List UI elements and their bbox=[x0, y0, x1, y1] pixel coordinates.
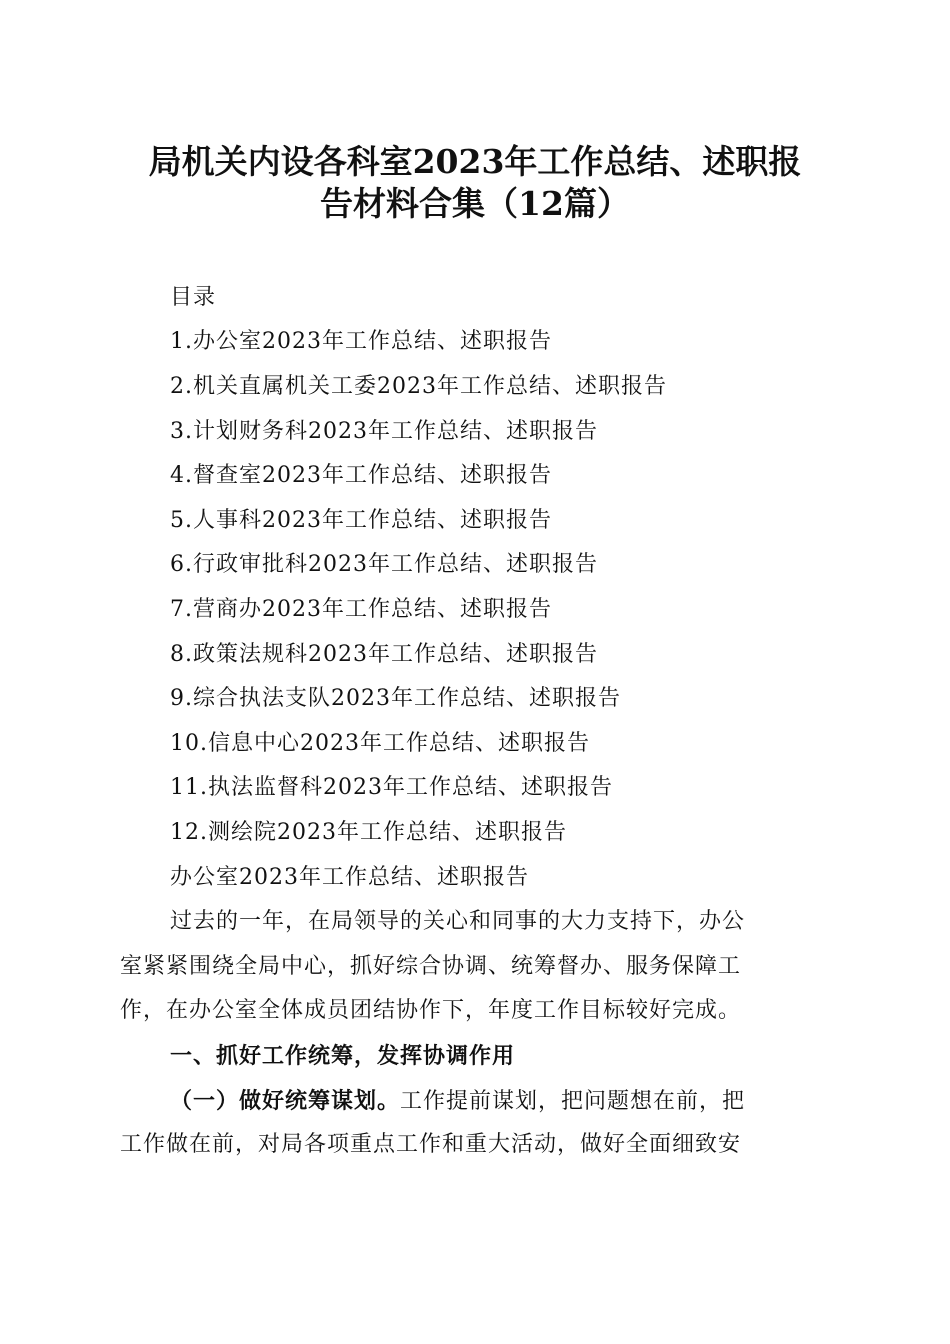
toc-item: 3.计划财务科2023年工作总结、述职报告 bbox=[170, 419, 598, 444]
toc-item: 11.执法监督科2023年工作总结、述职报告 bbox=[170, 775, 613, 800]
section-heading: 一、抓好工作统筹，发挥协调作用 bbox=[170, 1043, 516, 1069]
subsection-line bbox=[170, 1086, 745, 1117]
intro-line: 过去的一年，在局领导的关心和同事的大力支持下，办公 bbox=[170, 909, 746, 934]
toc-item: 6.行政审批科2023年工作总结、述职报告 bbox=[170, 552, 598, 577]
subsection-text: 工作提前谋划，把问题想在前，把 bbox=[400, 1089, 746, 1114]
toc-item: 5.人事科2023年工作总结、述职报告 bbox=[170, 508, 552, 533]
intro-line: 室紧紧围绕全局中心，抓好综合协调、统筹督办、服务保障工 bbox=[120, 954, 742, 979]
toc-item: 2.机关直属机关工委2023年工作总结、述职报告 bbox=[170, 374, 667, 399]
toc-item: 4.督查室2023年工作总结、述职报告 bbox=[170, 463, 552, 488]
toc-item: 8.政策法规科2023年工作总结、述职报告 bbox=[170, 642, 598, 667]
toc-item: 9.综合执法支队2023年工作总结、述职报告 bbox=[170, 686, 621, 711]
intro-line: 作，在办公室全体成员团结协作下，年度工作目标较好完成。 bbox=[120, 998, 742, 1023]
toc-item: 7.营商办2023年工作总结、述职报告 bbox=[170, 597, 552, 622]
toc-item: 1.办公室2023年工作总结、述职报告 bbox=[170, 329, 552, 354]
section-title: 办公室2023年工作总结、述职报告 bbox=[170, 865, 529, 890]
toc-item: 12.测绘院2023年工作总结、述职报告 bbox=[170, 820, 567, 845]
document-title-line-2: 告材料合集（12篇） bbox=[320, 184, 630, 223]
subsection-lead: （一）做好统筹谋划。 bbox=[170, 1088, 401, 1114]
toc-item: 10.信息中心2023年工作总结、述职报告 bbox=[170, 731, 590, 756]
document-title-line-1: 局机关内设各科室2023年工作总结、述职报 bbox=[148, 142, 802, 181]
subsection-line: 工作做在前，对局各项重点工作和重大活动，做好全面细致安 bbox=[120, 1132, 742, 1157]
toc-heading: 目录 bbox=[170, 285, 217, 310]
